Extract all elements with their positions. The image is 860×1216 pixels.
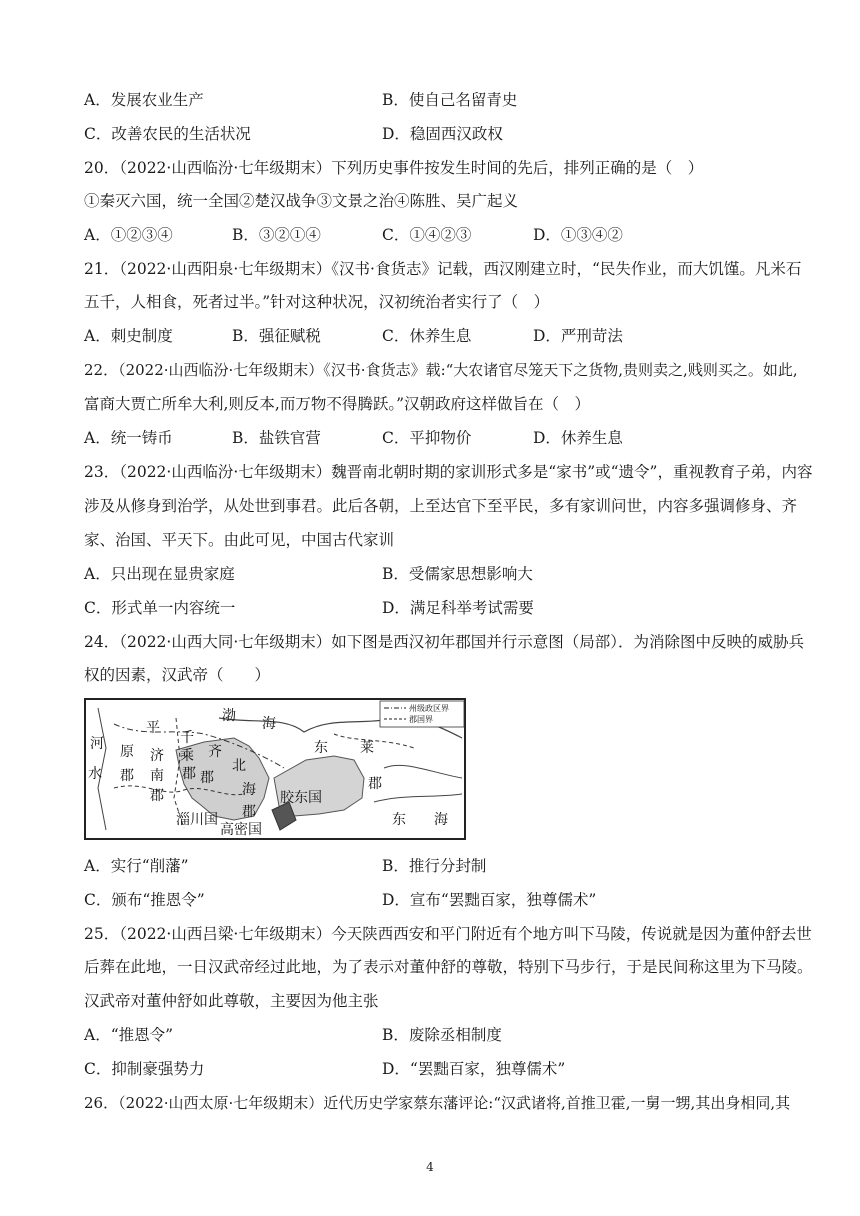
option-a: A．刺史制度 bbox=[84, 327, 173, 345]
option-b: B．使自己名留青史 bbox=[382, 91, 518, 109]
map-label: 郡 bbox=[150, 788, 164, 804]
map-label: 郡 bbox=[368, 776, 382, 792]
option-d: D．稳固西汉政权 bbox=[382, 125, 503, 143]
legend-county-border: 郡国界 bbox=[409, 715, 433, 724]
option-c: C．颁布“推恩令” bbox=[84, 891, 205, 909]
map-label: 东 bbox=[392, 812, 406, 828]
question-23-cont: 家、治国、平天下。由此可见，中国古代家训 bbox=[84, 531, 395, 549]
map-label: 河 bbox=[90, 736, 104, 752]
question-23: 23．（2022·山西临汾·七年级期末）魏晋南北朝时期的家训形式多是“家书”或“遗令”，重视教育子弟，内容 bbox=[84, 463, 813, 481]
map-label: 平 bbox=[146, 720, 160, 736]
question-25-cont: 后葬在此地，一日汉武帝经过此地，为了表示对董仲舒的尊敬，特别下马步行，于是民间称这里为下马陵。 bbox=[84, 958, 813, 976]
map-label: 郡 bbox=[182, 766, 196, 782]
option-d: D．①③④② bbox=[533, 226, 623, 244]
option-d: D．严刑苛法 bbox=[533, 327, 623, 345]
map-label: 北 bbox=[232, 758, 246, 774]
map-label: 胶东国 bbox=[280, 790, 322, 806]
option-a: A．只出现在显贵家庭 bbox=[84, 565, 235, 583]
map-label: 南 bbox=[150, 768, 164, 784]
map-label: 乘 bbox=[180, 748, 194, 764]
map-label: 郡 bbox=[200, 770, 214, 786]
map-label: 郡 bbox=[120, 768, 134, 784]
map-label: 渤 bbox=[222, 708, 236, 724]
option-d: D．“罢黜百家，独尊儒术” bbox=[382, 1060, 566, 1078]
option-a: A．统一铸币 bbox=[84, 429, 173, 447]
option-c: C．改善农民的生活状况 bbox=[84, 125, 251, 143]
option-c: C．休养生息 bbox=[382, 327, 472, 345]
legend-state-border: 州级政区界 bbox=[409, 704, 449, 713]
question-24-cont: 权的因素，汉武帝（ ） bbox=[84, 666, 271, 684]
option-c: C．形式单一内容统一 bbox=[84, 599, 236, 617]
option-d: D．满足科举考试需要 bbox=[382, 599, 534, 617]
option-b: B．盐铁官营 bbox=[232, 429, 321, 447]
map-label: 千 bbox=[180, 730, 194, 746]
question-23-cont: 涉及从修身到治学，从处世到事君。此后各朝，上至达官下至平民，多有家训问世，内容多强调修身、齐 bbox=[84, 497, 798, 515]
map-label: 莱 bbox=[360, 740, 374, 756]
map-label: 海 bbox=[434, 812, 448, 828]
map-label: 济 bbox=[150, 748, 164, 764]
map-figure bbox=[84, 698, 466, 840]
option-c: C．抑制豪强势力 bbox=[84, 1060, 205, 1078]
question-25: 25．（2022·山西吕梁·七年级期末）今天陕西西安和平门附近有个地方叫下马陵，传说就是因为董仲舒去世 bbox=[84, 925, 812, 943]
option-b: B．推行分封制 bbox=[382, 857, 487, 875]
map-label: 东 bbox=[314, 740, 328, 756]
question-20-items: ①秦灭六国，统一全国②楚汉战争③文景之治④陈胜、吴广起义 bbox=[84, 192, 519, 210]
question-22-cont: 富商大贾亡所牟大利,则反本,而万物不得腾跃。”汉朝政府这样做旨在（ ） bbox=[84, 395, 591, 413]
question-21: 21．（2022·山西阳泉·七年级期末）《汉书·食货志》记载，西汉刚建立时，“民失作业，而大饥馑。凡米石 bbox=[84, 260, 802, 278]
map-label: 郡 bbox=[242, 804, 256, 820]
map-label: 海 bbox=[242, 782, 256, 798]
option-a: A．发展农业生产 bbox=[84, 91, 204, 109]
map-label: 水 bbox=[88, 766, 102, 782]
option-d: D．宣布“罢黜百家，独尊儒术” bbox=[382, 891, 597, 909]
page-number: 4 bbox=[426, 1160, 434, 1174]
option-c: C．平抑物价 bbox=[382, 429, 472, 447]
question-24: 24．（2022·山西大同·七年级期末）如下图是西汉初年郡国并行示意图（局部）．为消除图中反映的威胁兵 bbox=[84, 633, 805, 651]
map-label: 原 bbox=[120, 744, 134, 760]
option-d: D．休养生息 bbox=[533, 429, 623, 447]
option-a: A．“推恩令” bbox=[84, 1026, 174, 1044]
map-label: 淄川国 bbox=[176, 812, 218, 828]
question-25-cont: 汉武帝对董仲舒如此尊敬，主要因为他主张 bbox=[84, 992, 379, 1010]
map-label: 齐 bbox=[208, 744, 222, 760]
map-label: 高密国 bbox=[220, 822, 262, 838]
option-c: C．①④②③ bbox=[382, 226, 472, 244]
option-a: A．①②③④ bbox=[84, 226, 173, 244]
option-b: B．强征赋税 bbox=[232, 327, 321, 345]
question-20: 20．（2022·山西临汾·七年级期末）下列历史事件按发生时间的先后，排列正确的是（ ） bbox=[84, 159, 704, 177]
option-b: B．受儒家思想影响大 bbox=[382, 565, 533, 583]
question-21-cont: 五千，人相食，死者过半。”针对这种状况，汉初统治者实行了（ ） bbox=[84, 293, 550, 311]
option-a: A．实行“削藩” bbox=[84, 857, 189, 875]
option-b: B．废除丞相制度 bbox=[382, 1026, 502, 1044]
question-26: 26．（2022·山西太原·七年级期末）近代历史学家蔡东藩评论:“汉武诸将,首推卫霍,一舅一甥,其出身相同,其 bbox=[84, 1094, 791, 1112]
option-b: B．③②①④ bbox=[232, 226, 321, 244]
map-label: 海 bbox=[262, 716, 276, 732]
question-22: 22．（2022·山西临汾·七年级期末）《汉书·食货志》载:“大农诸官尽笼天下之货物,贵则卖之,贱则买之。如此, bbox=[84, 361, 798, 379]
